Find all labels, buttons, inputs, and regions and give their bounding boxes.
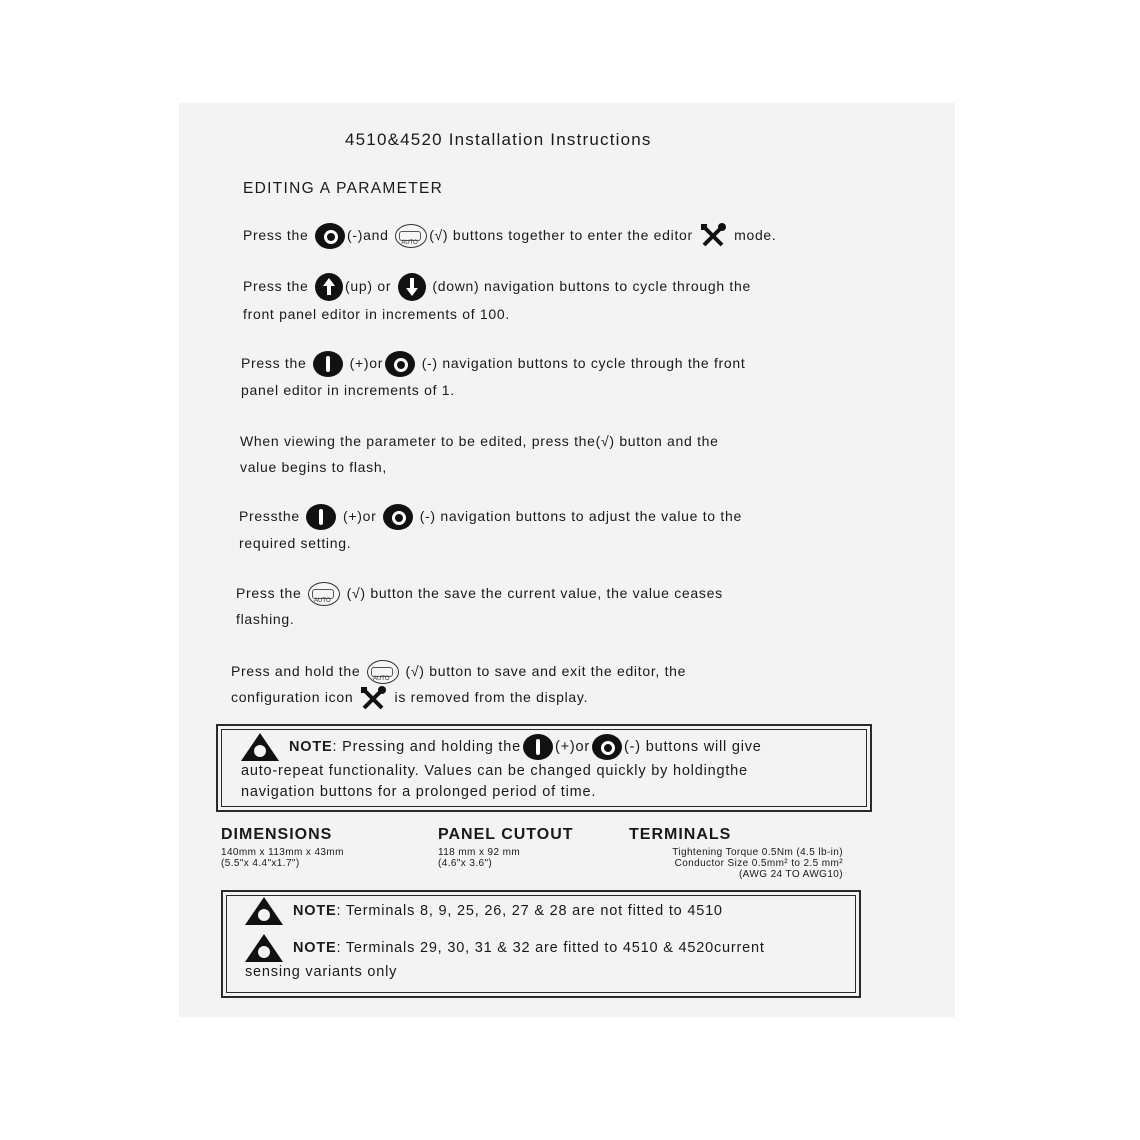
note-terminals-fitted: NOTE: Terminals 29, 30, 31 & 32 are fitted to 4510 & 4520current sensing variants only: [245, 934, 765, 983]
note-terminals-not-fitted: NOTE: Terminals 8, 9, 25, 26, 27 & 28 are not fitted to 4510: [245, 897, 723, 925]
wrench-screwdriver-icon: [700, 223, 728, 249]
section-heading: EDITING A PARAMETER: [243, 180, 444, 197]
warning-triangle-icon: [245, 897, 283, 925]
terminals-values: Tightening Torque 0.5Nm (4.5 lb-in) Conductor Size 0.5mm² to 2.5 mm² (AWG 24 TO AWG10): [672, 847, 843, 880]
plus-button-icon: [523, 734, 553, 760]
minus-button-icon: [315, 223, 345, 249]
dimensions-values: 140mm x 113mm x 43mm (5.5"x 4.4"x1.7"): [221, 847, 344, 869]
paragraph-save-value: Press the AUTO (√) button the save the current value, the value ceases flashing.: [236, 580, 723, 632]
paragraph-adjust-value: Pressthe (+)or (-) navigation buttons to adjust the value to the required setting.: [239, 503, 742, 556]
auto-button-icon: AUTO: [308, 582, 340, 606]
paragraph-increments-1: Press the (+)or (-) navigation buttons to cycle through the front panel editor in increments of 1.: [241, 350, 745, 403]
auto-button-icon: AUTO: [395, 224, 427, 248]
document-title: 4510&4520 Installation Instructions: [345, 130, 652, 149]
down-arrow-button-icon: [398, 273, 426, 301]
plus-button-icon: [313, 351, 343, 377]
minus-button-icon: [383, 504, 413, 530]
note-auto-repeat: NOTE: Pressing and holding the (+)or (-) buttons will give auto-repeat functionality. Values can be changed quickly by holdingthe navigation buttons for a prolonged period of time.: [241, 733, 762, 803]
panel-cutout-heading: PANEL CUTOUT: [438, 826, 574, 843]
auto-button-icon: AUTO: [367, 660, 399, 684]
panel-cutout-values: 118 mm x 92 mm (4.6"x 3.6"): [438, 847, 521, 869]
dimensions-heading: DIMENSIONS: [221, 826, 333, 843]
paragraph-increments-100: Press the (up) or (down) navigation buttons to cycle through the front panel editor in increments of 100.: [243, 273, 751, 327]
warning-triangle-icon: [241, 733, 279, 761]
warning-triangle-icon: [245, 934, 283, 962]
minus-button-icon: [592, 734, 622, 760]
up-arrow-button-icon: [315, 273, 343, 301]
paragraph-save-exit: Press and hold the AUTO (√) button to save and exit the editor, the configuration icon is removed from the display.: [231, 658, 686, 712]
paragraph-enter-editor: Press the (-)and AUTO (√) buttons together to enter the editor mode.: [243, 222, 777, 249]
paragraph-value-flash: When viewing the parameter to be edited, press the(√) button and the value begins to flash,: [240, 433, 719, 475]
minus-button-icon: [385, 351, 415, 377]
plus-button-icon: [306, 504, 336, 530]
terminals-heading: TERMINALS: [629, 826, 732, 843]
